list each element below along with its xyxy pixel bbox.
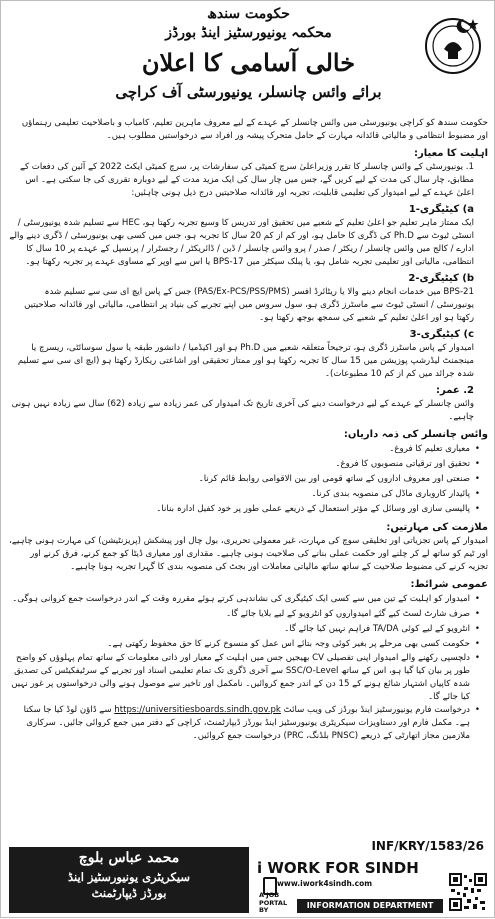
list-item (9, 704, 470, 743)
list-item: • حکومت کسی بھی مرحلے پر بغیر کوئی وجہ بتائے اس عمل کو منسوخ کرنے کا حق محفوظ رکھتی ہے۔ (9, 637, 470, 652)
category-2-label: b) کیٹیگری-2 (408, 273, 474, 284)
duties-list (9, 442, 488, 517)
category-3-label: c) کیٹیگری-3 (409, 329, 474, 340)
list-item: • دلچسپی رکھنے والے امیدوار اپنی تفصیلی CV بھیجیں جس میں اہلیت کے معیار اور ذاتی معلومات کے ساتھ تمام پہلوؤں کو واضح طور پر بیان کیا گیا ہو، اس کے ساتھ SSC/O-Level سے آخری ڈگری تک تمام تعلیمی اسناد اور تجربے کے سرٹیفکیٹس کی تصدیق شدہ کاپیاں اشتہار شائع ہونے کے 15 دن کے اندر جمع کروائیں۔ نامکمل اور تاخیر سے موصول ہونے والی درخواستوں پر غور نہیں کیا جائے گا۔ (9, 652, 470, 704)
age-text: وائس چانسلر کے عہدے کے لیے درخواست دینے کی آخری تاریخ تک امیدوار کی عمر زیادہ سے زیادہ (62) سال سے زیادہ نہیں ہونی چاہیے۔ (11, 399, 474, 422)
form-text-b: سے ڈاؤن لوڈ کیا جا سکتا ہے۔ مکمل فارم اور دستاویزات سیکریٹری یونیورسٹیز اینڈ بورڈز ڈیپارٹمنٹ، کراچی کے دفتر میں جمع کروائی جائیں۔ سرکاری ملازمین مجاز اتھارٹی کے ذریعے (PNSC بلڈنگ، PRC) درخواست جمع کروائیں۔ (23, 705, 470, 741)
sindh-government-seal-icon (422, 13, 484, 75)
signatory-title-2: بورڈز ڈیپارٹمنٹ (91, 886, 167, 900)
list-item: • پالیسی سازی اور وسائل کے مؤثر استعمال کے ذریعے عملی طور پر خود کفیل ادارہ بنانا۔ (9, 502, 470, 517)
skills-text: امیدوار کے پاس تجزیاتی اور تخلیقی سوچ کی مہارت، غیر معمولی تحریری، بول چال اور پیشکش (پریزنٹیشن) کی مہارت ہونی چاہیے، اور ٹیم کو ساتھ لے کر چلنے اور حکمت عملی بنانے کی صلاحیت ہونی چاہیے۔ مقداری اور معیاری ڈیٹا کو جمع کرنے، فرق کرنے اور تجزیہ کرنے کی مضبوط صلاحیت کے ساتھ ساتھ مالیاتی معاملات اور بجٹ کی منصوبہ بندی کا گہرا تجربہ ہونا چاہیے۔ (9, 536, 488, 572)
signatory-box (9, 847, 249, 913)
list-item: • انٹرویو کے لیے کوئی TA/DA فراہم نہیں کیا جائے گا۔ (9, 622, 470, 637)
post-title: برائے وائس چانسلر، یونیورسٹی آف کراچی (115, 83, 382, 101)
iwork-banner (257, 859, 487, 917)
skills-heading: ملازمت کی مہارتیں: (386, 522, 488, 533)
list-item: • تحقیق اور ترقیاتی منصوبوں کا فروغ۔ (9, 457, 470, 472)
duties-heading: وائس چانسلر کی ذمہ داریاں: (343, 429, 488, 440)
government-name: حکومت سندھ (207, 6, 290, 22)
ad-header (1, 3, 495, 115)
category-1-text: ایک ممتاز ماہر تعلیم جو اعلیٰ تعلیم کے شعبے میں تحقیق اور تدریس کا وسیع تجربہ رکھتا ہو، HEC سے تسلیم شدہ یونیورسٹی / انسٹی ٹیوٹ سے Ph.D کی ڈگری کا حامل ہو، اور کم از کم 20 سال کا تجربہ ہو، جس میں کسی بھی یونیورسٹی / ڈگری دینے والے ادارے / کالج میں وائس چانسلر / ریکٹر / صدر / پرو وائس چانسلر / ڈین / ڈائریکٹر / رجسٹرار / پرنسپل کے عہدے پر 10 سال کا انتظامی، مالیاتی اور تعلیمی تجربہ شامل ہو، یا پبلک سیکٹر میں BPS-17 یا اس سے اوپر کے مساوی عہدے پر تجربہ رکھتا ہو۔ (9, 218, 474, 267)
conditions-heading: عمومی شرائط: (410, 579, 488, 590)
qr-code-icon (449, 873, 487, 911)
ad-title: خالی آسامی کا اعلان (141, 48, 356, 77)
ad-content (9, 117, 488, 743)
list-item: • صرف شارٹ لسٹ کیے گئے امیدواروں کو انٹرویو کے لیے بلایا جائے گا۔ (9, 607, 470, 622)
category-3-text: امیدوار کے پاس ماسٹرز ڈگری ہو، ترجیحاً متعلقہ شعبے میں Ph.D ہو اور اکیڈمیا / دانشور طبقہ یا سول سوسائٹی، ریسرچ یا مینجمنٹ لیڈرشپ پوزیشن میں 15 سال کا تجربہ رکھتا ہو اور ممتاز تحقیقی اور اشاعتی ریکارڈ رکھتا ہو (ایچ ای سی سے تسلیم شدہ جرائد میں کم از کم 10 مطبوعات)۔ (17, 343, 474, 379)
category-2-text: BPS-21 میں خدمات انجام دینے والا یا ریٹائرڈ افسر (PAS/Ex-PCS/PSS/PMS) جس کے پاس ایچ ای سی سے تسلیم شدہ یونیورسٹی / انسٹی ٹیوٹ سے ماسٹرز ڈگری ہو، سول سروس میں اپنے تجربے کی بنیاد پر انتظامی، مالیاتی اور قائدانہ صلاحیتیں رکھتا ہو اور اعلیٰ تعلیم کے شعبے کی سمجھ بوجھ رکھتا ہو۔ (24, 287, 474, 323)
category-1-label: a) کیٹیگری-1 (408, 204, 474, 215)
iwork-portal-label: A JOB PORTAL BY (259, 891, 288, 914)
list-item: • امیدوار کو اہلیت کے تین میں سے کسی ایک کیٹیگری کی نشاندہی کرتے ہوئے مقررہ وقت کے اندر درخواست جمع کروانی ہوگی۔ (9, 592, 470, 607)
iwork-title: i WORK FOR SINDH (257, 859, 419, 877)
conditions-list (9, 592, 488, 743)
intro-text: حکومت سندھ کو کراچی یونیورسٹی میں وائس چانسلر کے عہدے کے لیے معروف ماہرین تعلیم، کامیاب و باصلاحیت تعلیمی رہنماؤں اور مضبوط انتظامی و مالیاتی قائدانہ مہارت کے حامل متحرک پیشہ ور افراد سے درخواستیں مطلوب ہیں۔ (21, 118, 488, 141)
information-department-band: INFORMATION DEPARTMENT (297, 899, 443, 913)
signatory-title-1: سیکریٹری یونیورسٹیز اینڈ (68, 870, 190, 884)
department-name: محکمہ یونیورسٹیز اینڈ بورڈز (165, 25, 332, 41)
list-item: • پائیدار کاروباری ماڈل کی منصوبہ بندی کرنا۔ (9, 487, 470, 502)
list-item: • صنعتی اور معروف اداروں کے ساتھ قومی اور بین الاقوامی روابط قائم کرنا۔ (9, 472, 470, 487)
website-link[interactable]: https://universitiesboards.sindh.gov.pk (114, 705, 281, 715)
eligibility-heading: اہلیت کا معیار: (414, 148, 488, 159)
list-item: • معیاری تعلیم کا فروغ۔ (9, 442, 470, 457)
eligibility-item-1: 1. یونیورسٹی کے وائس چانسلر کا تقرر وزیراعلیٰ سرچ کمیٹی کی سفارشات پر، سرچ کمیٹی ایکٹ 2022 کے آئین کی دفعات کے مطابق، چار سال کی مدت کے لیے کریں گے، جس میں چار سال کی ایک مزید مدت کے لیے دوبارہ تقرری کی جا سکتی ہے۔ اس اعلیٰ عہدے کے لیے امیدوار کی تعلیمی قابلیت، تجربہ اور قائدانہ صلاحیتیں درج ذیل ہونی چاہئیں: (19, 162, 474, 198)
signatory-name: محمد عباس بلوچ (78, 850, 180, 866)
reference-number: INF/KRY/1583/26 (371, 839, 484, 853)
form-text-a: درخواست فارم یونیورسٹیز اینڈ بورڈز کی ویب سائٹ (283, 705, 470, 715)
age-label: 2. عمر: (435, 385, 474, 396)
ad-footer (1, 839, 495, 919)
iwork-website[interactable]: www.iwork4sindh.com (277, 879, 373, 888)
